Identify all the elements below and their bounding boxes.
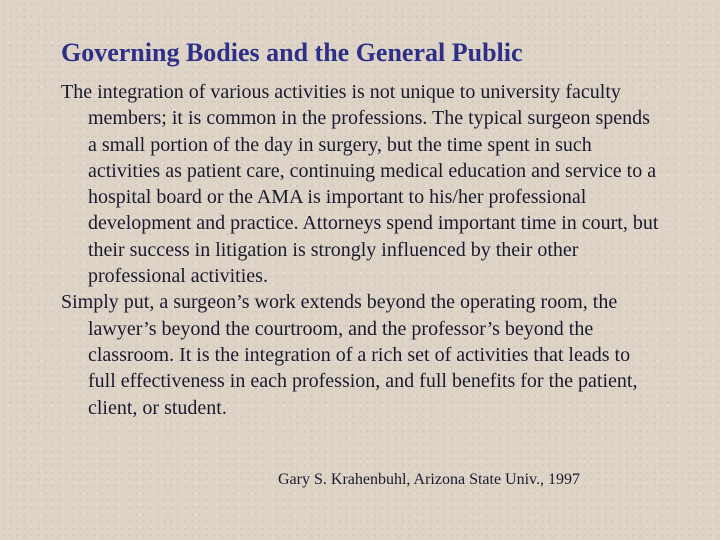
body-paragraph-summary: Simply put, a surgeon’s work extends beyond the operating room, the lawyer’s beyond the courtroom, and the professor’s beyond the classroom. It is the integration of a rich set of activities that leads to full effectiveness in each profession, and full benefits for the patient, client, or student. (61, 291, 638, 419)
citation: Gary S. Krahenbuhl, Arizona State Univ., 1997 (278, 471, 581, 488)
slide-body (61, 79, 661, 421)
slide-title: Governing Bodies and the General Public (61, 38, 523, 67)
body-paragraph-professions: The integration of various activities is not unique to university faculty members; it is common in the professions. The typical surgeon spends a small portion of the day in surgery, but the time spent in such activities as patient care, continuing medical education and service to a hospital board or the AMA is important to his/her professional development and practice. Attorneys spend important time in court, but their success in litigation is strongly influenced by their other professional activities. (61, 81, 659, 288)
